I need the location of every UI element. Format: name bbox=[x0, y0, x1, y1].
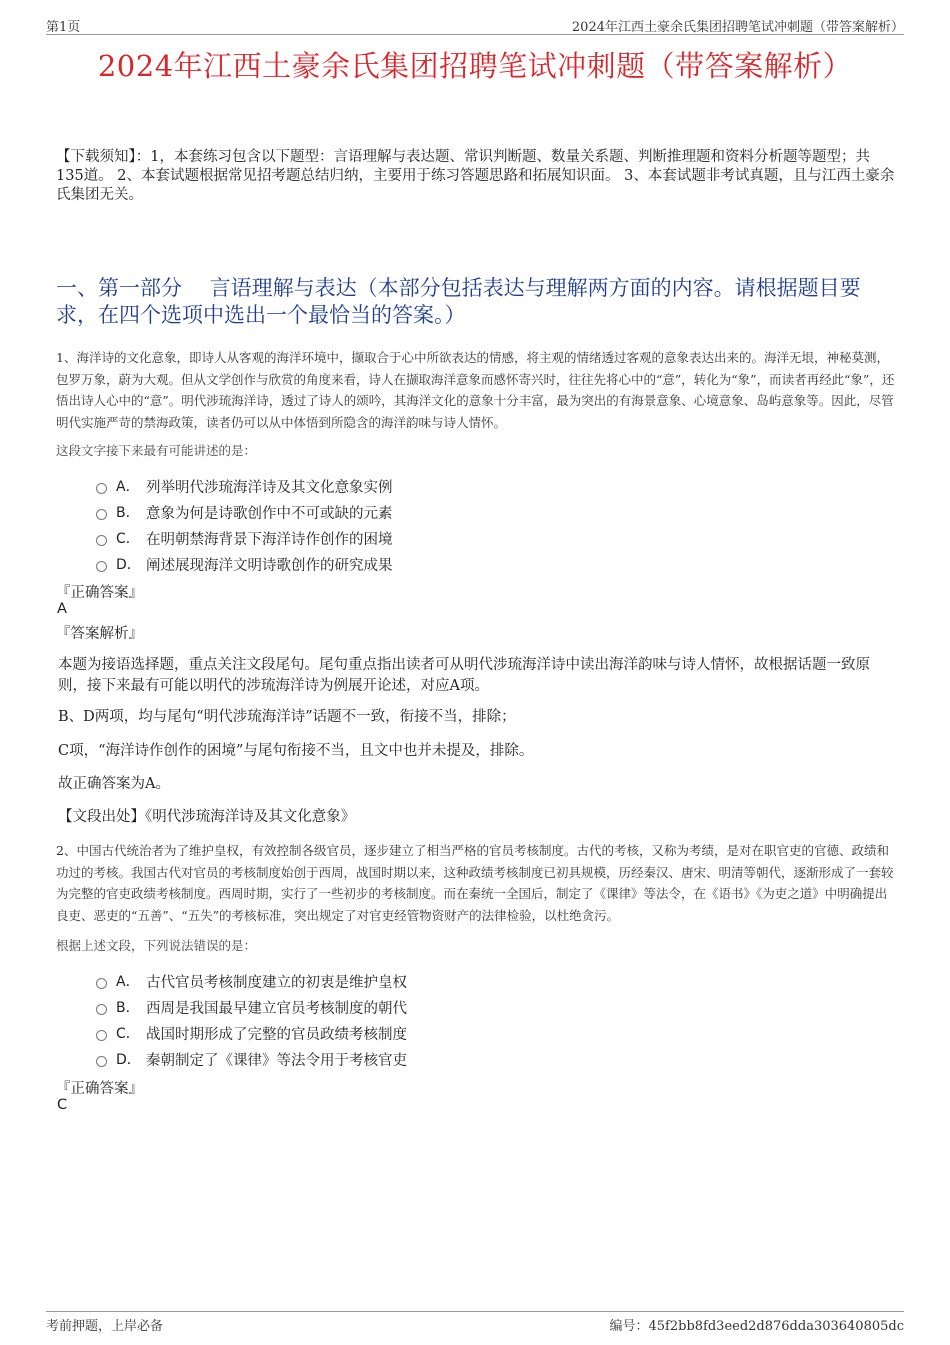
correct-answer-label: 『正确答案』 bbox=[56, 585, 143, 601]
question-2-text: 2、中国古代统治者为了维护皇权，有效控制各级官员，逐步建立了相当严格的官员考核制度。古代的考核，又称为考绩，是对在职官吏的官德、政绩和功过的考核。我国古代对官员的考核制度始创于西周，战国时期以来，这种政绩考核制度已初具规模，历经秦汉、唐宋、明清等朝代，逐渐形成了一套较为完整的官吏政绩考核制度。西周时期，实行了一些初步的考核制度。而在秦统一全国后，制定了《课律》等法令，在《语书》《为吏之道》中明确提出良吏、恶吏的“五善”、“五失”的考核标准，突出规定了对官吏经管物资财产的法律检验，以杜绝贪污。 bbox=[56, 843, 894, 923]
analysis-paragraph: 本题为接语选择题，重点关注文段尾句。尾句重点指出读者可从明代涉琉海洋诗中读出海洋韵味与诗人情怀，故根据话题一致原则，接下来最有可能以明代的涉琉海洋诗为例展开论述，对应A项。 bbox=[58, 657, 870, 694]
page-header bbox=[46, 14, 904, 35]
question-2-answer: C bbox=[57, 1097, 68, 1113]
download-notice: 【下载须知】：1，本套练习包含以下题型：言语理解与表达题、常识判断题、数量关系题、判断推理题和资料分析题等题型；共135道。 2、本套试题根据常见招考题总结归纳，主要用于练习答题思路和拓展知识面。 3、本套试题非考试真题，且与江西土豪余氏集团无关。 bbox=[56, 149, 895, 203]
page-number: 第1页 bbox=[46, 20, 81, 35]
radio-icon[interactable] bbox=[96, 483, 107, 494]
radio-icon[interactable] bbox=[96, 978, 107, 989]
document-id: 编号：45f2bb8fd3eed2d876dda303640805dc bbox=[609, 1319, 904, 1334]
radio-icon[interactable] bbox=[96, 1004, 107, 1015]
question-1-options bbox=[96, 473, 393, 577]
question-1-answer: A bbox=[57, 601, 67, 617]
q1-option-b[interactable]: B． 意象为何是诗歌创作中不可或缺的元素 bbox=[96, 499, 393, 525]
question-1-text: 1、海洋诗的文化意象，即诗人从客观的海洋环境中，撷取合于心中所欲表达的情感，将主观的情绪透过客观的意象表达出来的。海洋无垠，神秘莫测，包罗万象，蔚为大观。但从文学创作与欣赏的角度来看，诗人在撷取海洋意象而感怀寄兴时，往往先将心中的“意”，转化为“象”，而读者再经此“象”，还悟出诗人心中的“意”。明代涉琉海洋诗，透过了诗人的颂吟，其海洋文化的意象十分丰富，最为突出的有海景意象、心境意象、岛屿意象等。因此，尽管明代实施严苛的禁海政策，读者仍可以从中体悟到所隐含的海洋韵味与诗人情怀。 bbox=[56, 350, 895, 430]
footer-slogan: 考前押题，上岸必备 bbox=[46, 1319, 164, 1334]
analysis-paragraph: C项，“海洋诗作创作的困境”与尾句衔接不当，且文中也并未提及，排除。 bbox=[58, 743, 534, 759]
q1-option-c[interactable]: C． 在明朝禁海背景下海洋诗作创作的困境 bbox=[96, 525, 393, 551]
section-heading: 一、第一部分 言语理解与表达（本部分包括表达与理解两方面的内容。请根据题目要求，在四个选项中选出一个最恰当的答案。） bbox=[56, 276, 861, 327]
page-footer bbox=[46, 1311, 904, 1334]
radio-icon[interactable] bbox=[96, 1056, 107, 1067]
q1-option-d[interactable]: D． 阐述展现海洋文明诗歌创作的研究成果 bbox=[96, 551, 393, 577]
source-citation: 【文段出处】《明代涉琉海洋诗及其文化意象》 bbox=[58, 809, 356, 825]
radio-icon[interactable] bbox=[96, 509, 107, 520]
radio-icon[interactable] bbox=[96, 535, 107, 546]
correct-answer-label: 『正确答案』 bbox=[56, 1081, 143, 1097]
q2-option-d[interactable]: D． 秦朝制定了《课律》等法令用于考核官吏 bbox=[96, 1046, 407, 1072]
question-1-stem: 这段文字接下来最有可能讲述的是： bbox=[56, 443, 257, 458]
q2-option-c[interactable]: C． 战国时期形成了完整的官员政绩考核制度 bbox=[96, 1020, 407, 1046]
radio-icon[interactable] bbox=[96, 561, 107, 572]
question-2-stem: 根据上述文段，下列说法错误的是： bbox=[56, 938, 257, 953]
radio-icon[interactable] bbox=[96, 1030, 107, 1041]
analysis-paragraph: B、D两项，均与尾句“明代涉琉海洋诗”话题不一致，衔接不当，排除； bbox=[58, 709, 516, 725]
page-title: 2024年江西土豪余氏集团招聘笔试冲刺题（带答案解析） bbox=[97, 49, 853, 83]
analysis-conclusion: 故正确答案为A。 bbox=[58, 776, 170, 792]
analysis-label: 『答案解析』 bbox=[56, 626, 143, 642]
q1-option-a[interactable]: A． 列举明代涉琉海洋诗及其文化意象实例 bbox=[96, 473, 393, 499]
question-2-options bbox=[96, 968, 407, 1072]
header-doc-title: 2024年江西土豪余氏集团招聘笔试冲刺题（带答案解析） bbox=[571, 20, 904, 35]
q2-option-b[interactable]: B． 西周是我国最早建立官员考核制度的朝代 bbox=[96, 994, 407, 1020]
q2-option-a[interactable]: A． 古代官员考核制度建立的初衷是维护皇权 bbox=[96, 968, 407, 994]
